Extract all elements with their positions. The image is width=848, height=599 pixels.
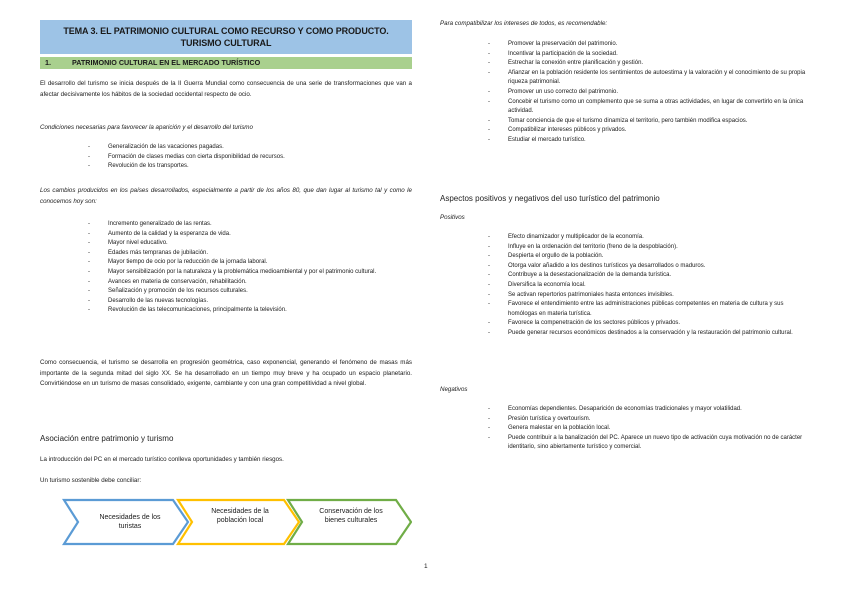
arrow-tourists-label: Necesidades de los turistas	[99, 514, 161, 530]
positive-item: - Diversifica la economía local.	[488, 281, 808, 291]
changes-item: - Avances en materia de conservación, rehabilitación.	[88, 278, 410, 288]
consequence-paragraph: Como consecuencia, el turismo se desarrolla en progresión geométrica, caso exponencial, generando el fenómeno de masas más importante de la segunda mitad del siglo XX. Se ha desarrollado en un tiempo muy breve y ha ocupado un espacio planetario. Convirtiéndose en un turismo de masas consolidado, exigente, cambiante y con una gran competitividad a nivel global.	[40, 359, 412, 387]
conditions-heading: Condiciones necesarias para favorecer la aparición y el desarrollo del turismo	[40, 124, 253, 131]
positive-item: - Efecto dinamizador y multiplicador de la economía.	[488, 233, 808, 243]
positive-item: - Puede generar recursos económicos destinados a la conservación y la restauración del patrimonio cultural.	[488, 329, 808, 339]
negative-list	[488, 405, 808, 453]
positive-label: Positivos	[440, 214, 465, 221]
changes-item: - Desarrollo de las nuevas tecnologías.	[88, 297, 410, 307]
conditions-item: - Revolución de los transportes.	[88, 162, 388, 172]
title-line-2: TURISMO CULTURAL	[180, 38, 272, 48]
changes-item: - Señalización y promoción de los recursos culturales.	[88, 287, 410, 297]
conditions-item: - Generalización de las vacaciones pagadas.	[88, 143, 388, 153]
association-text-1: La introducción del PC en el mercado turístico conlleva oportunidades y también riesgos.	[40, 456, 284, 463]
positive-item: - Se activan repertorios patrimoniales hasta entonces invisibles.	[488, 291, 808, 301]
changes-list	[88, 220, 410, 316]
negative-label: Negativos	[440, 386, 468, 393]
aspects-heading: Aspectos positivos y negativos del uso turístico del patrimonio	[440, 194, 660, 203]
positive-list	[488, 233, 808, 339]
compat-item: - Incentivar la participación de la sociedad.	[488, 50, 808, 60]
compat-item: - Tomar conciencia de que el turismo dinamiza el territorio, pero también modifica espacios.	[488, 117, 808, 127]
negative-item: - Genera malestar en la población local.	[488, 424, 808, 434]
compat-item: - Estudiar el mercado turístico.	[488, 136, 808, 146]
conditions-item: - Formación de clases medias con cierta disponibilidad de recursos.	[88, 153, 388, 163]
negative-item: - Puede contribuir a la banalización del PC. Aparece un nuevo tipo de activación cuya motivación no de carácter identitario, sino abiertamente turístico y comercial.	[488, 434, 808, 453]
positive-item: - Favorece la compenetración de los sectores públicos y privados.	[488, 319, 808, 329]
negative-item: - Economías dependientes. Desaparición de economías tradicionales y mayor volatilidad.	[488, 405, 808, 415]
compat-item: - Concebir el turismo como un complemento que se suma a otras actividades, en lugar de convertirlo en la única actividad.	[488, 98, 808, 117]
section-1-number: 1.	[45, 58, 51, 67]
changes-item: - Aumento de la calidad y la esperanza de vida.	[88, 230, 410, 240]
changes-item: - Mayor tiempo de ocio por la reducción de la jornada laboral.	[88, 258, 410, 268]
association-heading: Asociación entre patrimonio y turismo	[40, 434, 174, 443]
compat-item: - Promover la preservación del patrimonio.	[488, 40, 808, 50]
changes-heading: Los cambios producidos en los países desarrollados, especialmente a partir de los años 80, que dan lugar al turismo tal y como le conocemos hoy son:	[40, 187, 412, 205]
arrow-heritage-label: Conservación de los bienes culturales	[319, 508, 383, 524]
compat-item: - Estrechar la conexión entre planificación y gestión.	[488, 59, 808, 69]
changes-item: - Edades más tempranas de jubilación.	[88, 249, 410, 259]
compat-list	[488, 40, 808, 146]
positive-item: - Influye en la ordenación del territorio (freno de la despoblación).	[488, 243, 808, 253]
arrow-local-label: Necesidades de la población local	[211, 508, 269, 524]
section-1-title: PATRIMONIO CULTURAL EN EL MERCADO TURÍSTICO	[72, 58, 261, 67]
changes-item: - Incremento generalizado de las rentas.	[88, 220, 410, 230]
conditions-list	[88, 143, 388, 172]
changes-item: - Revolución de las telecomunicaciones, principalmente la televisión.	[88, 306, 410, 316]
positive-item: - Otorga valor añadido a los destinos turísticos ya desarrollados o maduros.	[488, 262, 808, 272]
compat-item: - Compatibilizar intereses públicos y privados.	[488, 126, 808, 136]
intro-paragraph: El desarrollo del turismo se inicia después de la II Guerra Mundial como consecuencia de una serie de transformaciones que van a afectar decisivamente los hábitos de la sociedad occidental respecto de ocio.	[40, 80, 412, 98]
positive-item: - Contribuye a la desestacionalización de la demanda turística.	[488, 271, 808, 281]
compat-heading: Para compatibilizar los intereses de todos, es recomendable:	[440, 20, 608, 27]
compat-item: - Afianzar en la población residente los sentimientos de autoestima y la valoración y el conocimiento de su propia riqueza patrimonial.	[488, 69, 808, 88]
title-line-1: TEMA 3. EL PATRIMONIO CULTURAL COMO RECURSO Y COMO PRODUCTO.	[63, 26, 389, 36]
positive-item: - Despierta el orgullo de la población.	[488, 252, 808, 262]
negative-item: - Presión turística y overtourism.	[488, 415, 808, 425]
compat-item: - Promover un uso correcto del patrimonio.	[488, 88, 808, 98]
page-number: 1	[424, 563, 428, 570]
changes-item: - Mayor nivel educativo.	[88, 239, 410, 249]
sustainability-arrows	[40, 497, 412, 547]
title-banner	[40, 20, 412, 54]
association-text-2: Un turismo sostenible debe conciliar:	[40, 477, 142, 484]
section-1-banner	[40, 57, 412, 69]
changes-item: - Mayor sensibilización por la naturaleza y la problemática medioambiental y por el patrimonio cultural.	[88, 268, 410, 278]
positive-item: - Favorece el entendimiento entre las administraciones públicas competentes en materia de cultura y sus homólogas en materia turística.	[488, 300, 808, 319]
